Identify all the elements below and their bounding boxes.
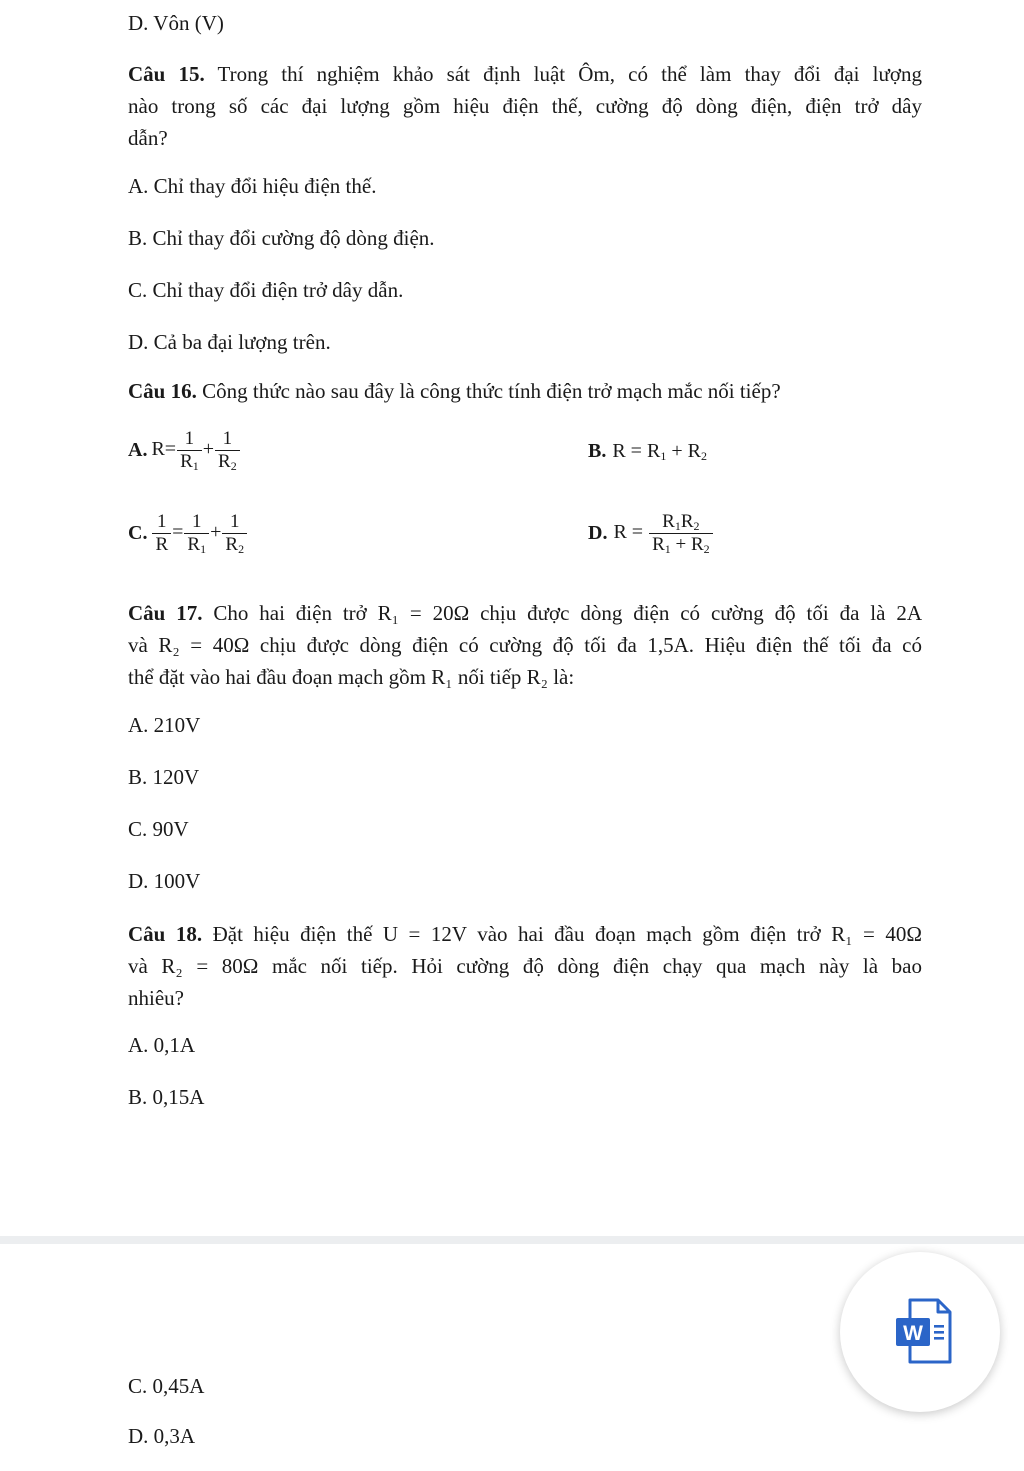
page-divider — [0, 1236, 1024, 1244]
formula-d: R = $\frac{R_1R_2}{R_1 + R_2}$ — [613, 511, 713, 556]
question-16-option-c: C. $\frac{1}{R}$ = $\frac{1}{R_1}$ + $\frac{1}{R_2}$ — [128, 511, 248, 556]
question-16-option-b: B. $R = R_1 + R_2$ — [588, 440, 707, 463]
question-17-option-c: C. 90V — [128, 817, 189, 841]
question-16-option-d: D. R = $\frac{R_1R_2}{R_1 + R_2}$ — [588, 511, 714, 556]
question-18-label: Câu 18. — [128, 922, 203, 946]
question-18: Câu 18. Đặt hiệu điện thế U = 12V vào hai đầu đoạn mạch gồm điện trở R₁ = 40Ω và R₂ = 80Ω mắc nối tiếp. Hỏi cường độ dòng điện chạy qua mạch này là bao nhiêu? — [128, 922, 922, 1010]
question-18-option-d: D. 0,3A — [128, 1424, 196, 1448]
question-16-option-a: A. R= $\frac{1}{R_1}$ + $\frac{1}{R_2}$ — [128, 428, 241, 473]
question-15-option-c: C. Chỉ thay đổi điện trở dây dẫn. — [128, 278, 404, 302]
question-18-option-a: A. 0,1A — [128, 1033, 196, 1057]
formula-c: $\frac{1}{R}$ = $\frac{1}{R_1}$ + $\frac{1}{R_2}$ — [151, 511, 248, 556]
question-17: Câu 17. Cho hai điện trở R₁ = 20Ω chịu được dòng điện có cường độ tối đa là 2A và R₂ = 40Ω chịu được dòng điện có cường độ tối đa 1,5A. Hiệu điện thế tối đa có thể đặt vào hai đầu đoạn mạch gồm R₁ nối tiếp R₂ là: — [128, 601, 922, 689]
question-17-option-d: D. 100V — [128, 869, 201, 893]
question-15-option-a: A. Chỉ thay đổi hiệu điện thế. — [128, 174, 377, 198]
question-15-label: Câu 15. — [128, 62, 205, 86]
question-15-option-d: D. Cả ba đại lượng trên. — [128, 330, 331, 354]
question-17-option-a: A. 210V — [128, 713, 201, 737]
question-15: Câu 15. Trong thí nghiệm khảo sát định luật Ôm, có thể làm thay đổi đại lượng nào trong số các đại lượng gồm hiệu điện thế, cường độ dòng điện, điện trở dây dẫn? — [128, 62, 922, 150]
question-16-label: Câu 16. — [128, 379, 197, 403]
question-17-option-b: B. 120V — [128, 765, 200, 789]
open-in-word-button[interactable] — [840, 1252, 1000, 1412]
question-17-label: Câu 17. — [128, 601, 203, 625]
formula-b: $R = R_1 + R_2$ — [612, 440, 707, 463]
formula-a: R= $\frac{1}{R_1}$ + $\frac{1}{R_2}$ — [151, 428, 240, 473]
question-18-option-b: B. 0,15A — [128, 1085, 205, 1109]
question-15-option-b: B. Chỉ thay đổi cường độ dòng điện. — [128, 226, 435, 250]
question-16: Câu 16. Công thức nào sau đây là công thức tính điện trở mạch mắc nối tiếp? — [128, 379, 781, 403]
svg-text:W: W — [903, 1322, 923, 1345]
word-document-icon — [840, 1252, 1000, 1412]
previous-question-option-d: D. Vôn (V) — [128, 11, 224, 35]
question-18-option-c: C. 0,45A — [128, 1374, 205, 1398]
